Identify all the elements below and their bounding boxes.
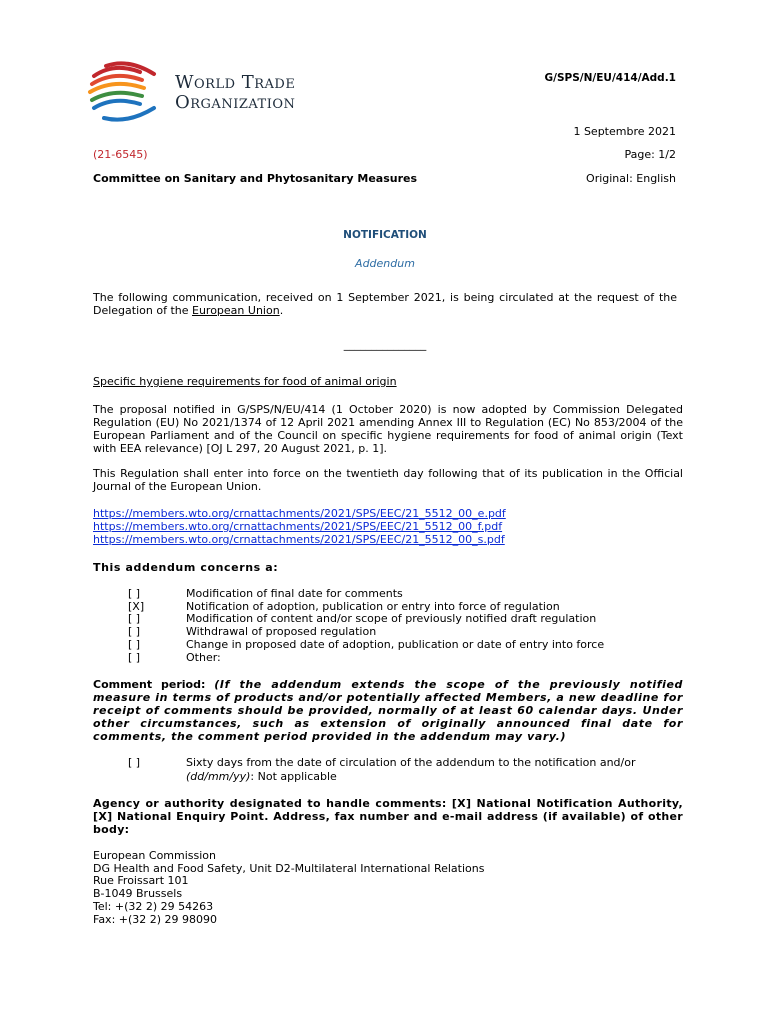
checkbox[interactable]: [X]: [128, 599, 145, 613]
checkbox[interactable]: [ ]: [128, 756, 141, 769]
intro-paragraph: [93, 291, 677, 317]
org-name-line1: World Trade: [175, 72, 296, 93]
checklist-label: Modification of final date for comments: [186, 587, 403, 600]
not-applicable: : Not applicable: [250, 769, 337, 783]
document-symbol: G/SPS/N/EU/414/Add.1: [544, 72, 676, 84]
checkbox[interactable]: [ ]: [128, 650, 141, 664]
sixty-days-row: [128, 757, 636, 783]
checklist-label: Other:: [186, 650, 221, 664]
european-union-link[interactable]: European Union: [192, 304, 280, 317]
agency-heading: Agency or authority designated to handle comments: [X] National Notification Authority, [X] National Enquiry Point. Address, fax number and e-mail address (if available) of other body:: [93, 797, 683, 836]
checklist-item: [128, 652, 604, 665]
comment-period-paragraph: [93, 678, 683, 743]
checklist-item: [128, 588, 604, 601]
link-english-pdf[interactable]: https://members.wto.org/crnattachments/2021/SPS/EEC/21_5512_00_e.pdf: [93, 507, 506, 520]
checklist-label: Withdrawal of proposed regulation: [186, 625, 377, 639]
logo-arc: [90, 84, 144, 92]
wto-logo: [84, 58, 164, 128]
logo-arc: [104, 108, 154, 120]
page-number: Page: 1/2: [624, 148, 676, 161]
checklist-label: Modification of content and/or scope of previously notified draft regulation: [186, 612, 597, 626]
comment-period-label: Comment period:: [93, 678, 206, 691]
address-line: European Commission: [93, 849, 217, 862]
addendum-subtitle: Addendum: [355, 257, 415, 270]
concerns-heading: This addendum concerns a:: [93, 561, 279, 574]
divider: _______________: [343, 338, 427, 351]
checkbox[interactable]: [ ]: [128, 637, 141, 651]
address-line: B-1049 Brussels: [93, 887, 183, 901]
committee-name: Committee on Sanitary and Phytosanitary Measures: [93, 172, 418, 185]
checkbox[interactable]: [ ]: [128, 587, 141, 600]
checklist-label: Notification of adoption, publication or entry into force of regulation: [186, 599, 560, 613]
adoption-paragraph: The proposal notified in G/SPS/N/EU/414 (1 October 2020) is now adopted by Commission Delegated Regulation (EU) No 2021/1374 of 12 April 2021 amending Annex III to Regulation (EC) No 853/2004 of the European Parliament and of the Council on specific hygiene requirements for food of animal origin (Text with EEA relevance) [OJ L 297, 20 August 2021, p. 1].: [93, 403, 683, 455]
address-block: [93, 850, 484, 926]
address-line: DG Health and Food Safety, Unit D2-Multilateral International Relations: [93, 861, 485, 875]
section-heading: Specific hygiene requirements for food of animal origin: [93, 375, 397, 388]
checklist-label: Change in proposed date of adoption, publication or date of entry into force: [186, 637, 605, 651]
address-line: Rue Froissart 101: [93, 874, 189, 888]
wto-logo-icon: [84, 58, 164, 128]
address-line: Tel: +(32 2) 29 54263: [93, 899, 214, 913]
entry-into-force-paragraph: This Regulation shall enter into force on the twentieth day following that of its publication in the Official Journal of the European Union.: [93, 467, 683, 493]
document-date: 1 Septembre 2021: [573, 125, 676, 138]
notification-title: NOTIFICATION: [343, 229, 427, 241]
checklist-item: [128, 626, 604, 639]
intro-text: The following communication, received on 1 September 2021, is being circulated at the request of the Delegation of the: [93, 291, 677, 317]
checkbox[interactable]: [ ]: [128, 612, 141, 626]
comment-period-text: (If the addendum extends the scope of the previously notified measure in terms of products and/or potentially affected Members, a new deadline for receipt of comments should be provided, normally of at least 60 calendar days. Under other circumstances, such as extension of originally announced final date for comments, the comment period provided in the addendum may vary.): [93, 678, 683, 743]
checkbox[interactable]: [ ]: [128, 625, 141, 639]
sixty-days-text: Sixty days from the date of circulation of the addendum to the notification and/or: [186, 756, 636, 769]
logo-arc: [94, 101, 140, 108]
concerns-checklist: [128, 588, 604, 664]
reference-number: (21-6545): [93, 148, 148, 161]
checklist-item: [128, 639, 604, 652]
link-french-pdf[interactable]: https://members.wto.org/crnattachments/2021/SPS/EEC/21_5512_00_f.pdf: [93, 520, 503, 533]
org-name-line2: Organization: [175, 92, 296, 113]
intro-suffix: .: [279, 304, 284, 317]
document-links: [93, 507, 506, 546]
address-line: Fax: +(32 2) 29 98090: [93, 912, 218, 926]
original-language: Original: English: [586, 172, 676, 185]
date-format: (dd/mm/yy): [186, 769, 251, 783]
link-spanish-pdf[interactable]: https://members.wto.org/crnattachments/2021/SPS/EEC/21_5512_00_s.pdf: [93, 533, 505, 546]
